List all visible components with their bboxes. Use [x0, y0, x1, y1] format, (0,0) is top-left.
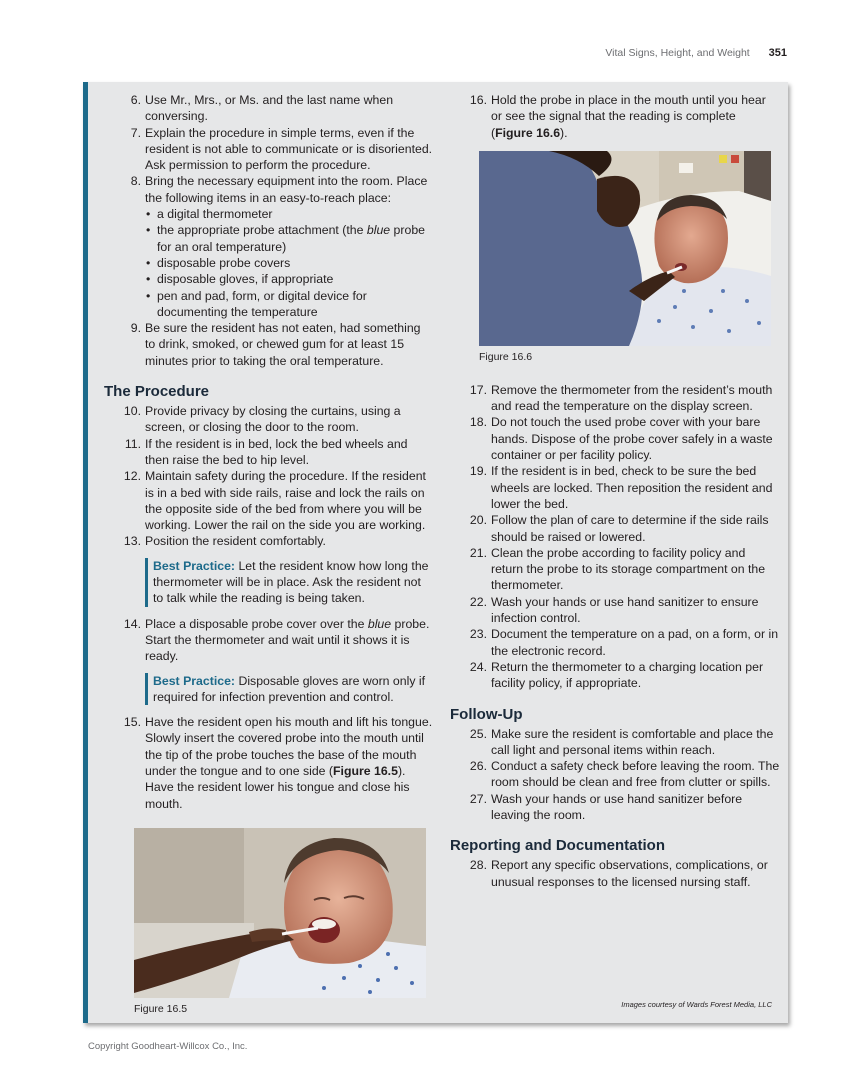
section-heading-procedure: The Procedure: [104, 383, 210, 401]
step-text: Do not touch the used probe cover with your bare hands. Dispose of the probe cover safely in a waste container or per facility policy.: [491, 415, 773, 463]
step-17: [450, 382, 780, 415]
step-10: [104, 403, 434, 436]
step-text: If the resident is in bed, check to be sure the bed wheels are locked. Then reposition the resident and lower the bed.: [491, 464, 773, 511]
step-22: [450, 594, 780, 627]
running-head: [605, 47, 787, 59]
step-number: 21.: [469, 545, 487, 560]
step-text: [491, 92, 780, 141]
step-number: 8.: [130, 174, 141, 189]
emphasis-text: blue: [367, 616, 392, 631]
equipment-item: • pen and pad, form, or digital device for documenting the temperature: [145, 288, 434, 321]
step-number: 26.: [469, 759, 487, 774]
best-practice-note: [145, 558, 434, 607]
step-number: 22.: [469, 594, 487, 609]
best-practice-label: Best Practice:: [153, 558, 236, 573]
step-25: [450, 726, 780, 759]
step-number: 15.: [123, 715, 141, 730]
copyright-footer: Copyright Goodheart-Willcox Co., Inc.: [88, 1041, 248, 1052]
step-28: [450, 857, 780, 890]
step-24: [450, 659, 780, 692]
step-15: [104, 714, 434, 812]
step-20: [450, 512, 780, 545]
step-text: Document the temperature on a pad, on a form, or in the electronic record.: [491, 627, 779, 658]
step-number: 13.: [123, 534, 141, 549]
step-number: 12.: [123, 469, 141, 484]
step-number: 16.: [469, 93, 487, 107]
step-text: Maintain safety during the procedure. If the resident is in a bed with side rails, raise and lock the rails on the opposite side of the bed from where you will be working. Lower the rail on the side you are working.: [145, 469, 426, 533]
best-practice-text: Disposable gloves are worn only if required for infection prevention and control.: [153, 673, 426, 704]
figure-reference: Figure 16.6: [495, 125, 561, 140]
left-column: [104, 92, 434, 1015]
step-text: Be sure the resident has not eaten, had something to drink, smoked, or chewed gum for at least 15 minutes prior to taking the oral temperature.: [145, 321, 421, 368]
image-credit: Images courtesy of Wards Forest Media, LLC: [621, 1000, 772, 1009]
section-heading-follow-up: Follow-Up: [450, 705, 523, 723]
step-text: Use Mr., Mrs., or Ms. and the last name when conversing.: [145, 93, 394, 124]
step-number: 7.: [130, 125, 141, 140]
step-number: 27.: [469, 791, 487, 806]
step-8: [104, 173, 434, 320]
figure-16-5-caption: Figure 16.5: [134, 1002, 188, 1015]
step-text: Conduct a safety check before leaving the room. The room should be clean and free from clutter or spills.: [491, 759, 780, 790]
step-text: Report any specific observations, complications, or unusual responses to the licensed nursing staff.: [491, 858, 768, 889]
equipment-item: • a digital thermometer: [145, 206, 434, 222]
figure-16-6-caption: Figure 16.6: [479, 350, 533, 363]
step-text-part: probe. Start the thermometer and wait until it shows it is ready.: [145, 616, 430, 664]
equipment-item: [145, 222, 434, 255]
step-13: [104, 533, 434, 549]
equipment-text: probe for an oral temperature): [157, 223, 425, 254]
caregiver-patient-photo: [479, 151, 771, 346]
section-heading-reporting: Reporting and Documentation: [450, 837, 665, 855]
step-text: Make sure the resident is comfortable and place the call light and personal items within reach.: [491, 726, 774, 757]
step-number: 9.: [130, 321, 141, 336]
step-text: Wash your hands or use hand sanitizer before leaving the room.: [491, 791, 743, 823]
step-number: 18.: [469, 415, 487, 430]
step-text: Wash your hands or use hand sanitizer to ensure infection control.: [491, 594, 759, 626]
step-number: 23.: [469, 627, 487, 642]
step-number: 10.: [123, 404, 141, 419]
step-number: 14.: [123, 616, 141, 631]
step-18: [450, 414, 780, 463]
step-6: [104, 92, 434, 125]
step-27: [450, 791, 780, 824]
equipment-item: • disposable probe covers: [145, 255, 434, 271]
step-text: Remove the thermometer from the resident’s mouth and read the temperature on the display screen.: [491, 382, 773, 414]
step-11: [104, 436, 434, 469]
step-23: [450, 626, 780, 659]
figure-16-5-photo: [134, 828, 426, 998]
step-number: 28.: [469, 858, 487, 873]
step-number: 19.: [469, 464, 487, 479]
equipment-item: • disposable gloves, if appropriate: [145, 271, 434, 287]
running-head-section: Vital Signs, Height, and Weight: [605, 47, 750, 59]
step-21: [450, 545, 780, 594]
step-16: [450, 92, 780, 141]
step-text: [145, 714, 434, 812]
best-practice-label: Best Practice:: [153, 673, 236, 688]
step-text: Clean the probe according to facility policy and return the probe to its storage compartment on the thermometer.: [491, 545, 766, 593]
step-text: Bring the necessary equipment into the room. Place the following items in an easy-to-reach place:: [145, 174, 428, 205]
step-26: [450, 758, 780, 791]
step-number: 20.: [469, 513, 487, 528]
figure-16-6-photo: [479, 151, 771, 346]
step-text: If the resident is in bed, lock the bed wheels and then raise the bed to hip level.: [145, 436, 408, 467]
step-number: 25.: [469, 726, 487, 741]
emphasis-text: blue: [366, 223, 391, 238]
figure-reference: Figure 16.5: [333, 763, 398, 778]
step-text-part: ).: [560, 125, 568, 140]
step-text-part: ). Have the resident lower his tongue and close his mouth.: [145, 763, 410, 811]
step-number: 11.: [124, 436, 141, 451]
step-number: 6.: [130, 93, 141, 107]
step-text-part: Hold the probe in place in the mouth until you hear or see the signal that the reading is complete (: [491, 93, 766, 140]
step-text: Position the resident comfortably.: [145, 534, 326, 549]
step-text-part: Have the resident open his mouth and lift his tongue. Slowly insert the covered probe into the mouth until the tip of the probe touches the base of the mouth under the tongue and to one side (: [145, 715, 433, 778]
patient-thermometer-photo: [134, 828, 426, 998]
step-text: Provide privacy by closing the curtains, using a screen, or closing the door to the room.: [145, 404, 401, 435]
spacer: [450, 363, 780, 382]
step-text: Return the thermometer to a charging location per facility policy, if appropriate.: [491, 659, 764, 691]
right-column: [450, 92, 780, 890]
equipment-list: [145, 206, 434, 320]
procedure-panel: [83, 82, 788, 1023]
page-number: 351: [768, 47, 787, 59]
step-14: [104, 616, 434, 665]
best-practice-text: Let the resident know how long the thermometer will be in place. Ask the resident not to talk while the reading is being taken.: [153, 558, 429, 606]
step-text: Follow the plan of care to determine if the side rails should be raised or lowered.: [491, 513, 769, 544]
step-number: 17.: [469, 382, 487, 397]
step-12: [104, 468, 434, 533]
equipment-text: the appropriate probe attachment (the: [157, 223, 367, 238]
step-text: [145, 616, 434, 665]
step-19: [450, 463, 780, 512]
step-text-part: Place a disposable probe cover over the: [145, 616, 368, 631]
step-number: 24.: [469, 659, 487, 674]
best-practice-note: [145, 673, 434, 706]
step-text: Explain the procedure in simple terms, even if the resident is not able to communicate or is disoriented. Ask permission to perform the procedure.: [145, 125, 433, 173]
step-7: [104, 125, 434, 174]
step-9: [104, 320, 434, 369]
